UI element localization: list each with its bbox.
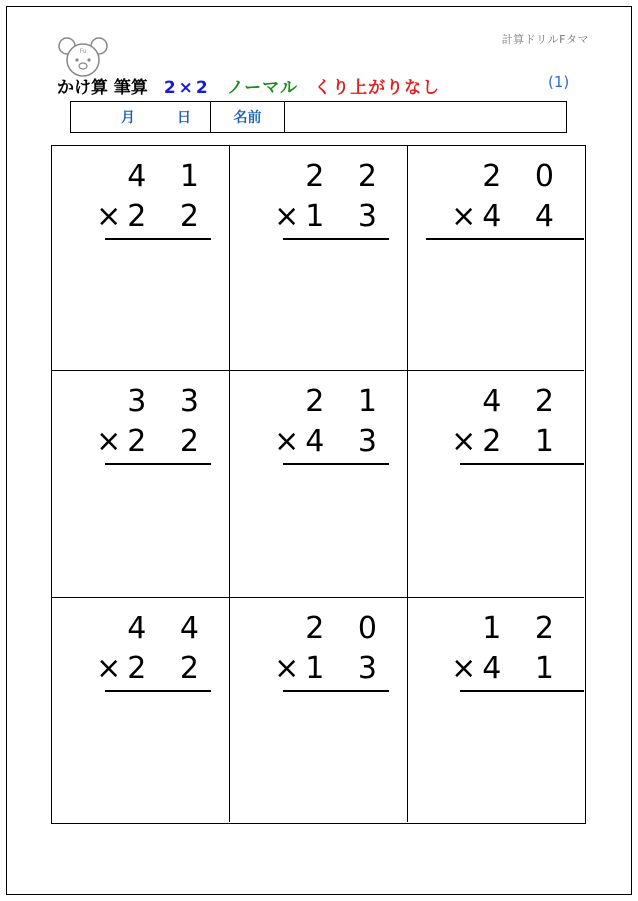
multiplicand: 2 1 [305,384,389,419]
answer-line [460,690,584,692]
multiply-sign: × [451,424,477,459]
multiplicand: 2 2 [305,159,389,194]
problem-grid [51,145,586,824]
multiplier-row [274,424,389,459]
multiplier: 4 1 [482,651,566,686]
multiplicand: 4 2 [482,384,566,419]
answer-line [105,463,211,465]
name-date-bar [70,101,567,133]
multiplier: 1 3 [305,651,389,686]
answer-line [283,463,389,465]
multiply-sign: × [451,651,477,686]
sheet-number: (1) [548,73,570,91]
title-level: ノーマル [226,78,299,98]
multiplier: 4 3 [305,424,389,459]
multiply-sign: × [96,651,122,686]
problem-cell[interactable] [408,371,584,598]
multiplier: 2 2 [127,424,211,459]
multiplier-row [451,199,566,234]
answer-line [283,238,389,240]
problem-cell[interactable] [230,598,408,822]
problem-cell[interactable] [52,146,230,371]
multiply-sign: × [96,199,122,234]
multiply-sign: × [274,424,300,459]
multiplier-row [274,199,389,234]
logo-text: Fu [79,48,87,55]
problem-cell[interactable] [52,371,230,598]
multiply-sign: × [451,199,477,234]
multiply-sign: × [96,424,122,459]
multiplier-row [96,424,211,459]
answer-line [426,238,584,240]
multiplier-row [96,651,211,686]
answer-line [283,690,389,692]
multiplicand: 3 3 [127,384,211,419]
answer-line [105,690,211,692]
multiplier-row [451,651,566,686]
name-field[interactable] [285,102,566,132]
multiplier: 4 4 [482,199,566,234]
multiplicand: 4 1 [127,159,211,194]
title-carry: くり上がりなし [314,78,441,98]
problem-cell[interactable] [408,598,584,822]
multiplicand: 1 2 [482,611,566,646]
title-size: 2×2 [163,78,211,98]
multiplier-row [451,424,566,459]
multiplicand: 2 0 [482,159,566,194]
date-field[interactable] [71,102,211,132]
month-label: 月 [121,110,135,126]
multiplicand: 2 0 [305,611,389,646]
brand-name: 計算ドリルFタマ [501,33,589,46]
answer-line [105,238,211,240]
title-kind: かけ算 筆算 [57,78,148,98]
problem-cell[interactable] [230,146,408,371]
day-label: 日 [177,110,191,126]
multiplier: 2 2 [127,199,211,234]
multiplier-row [96,199,211,234]
problem-cell[interactable] [230,371,408,598]
name-label: 名前 [211,102,285,132]
multiplier: 2 2 [127,651,211,686]
multiplier-row [274,651,389,686]
problem-cell[interactable] [52,598,230,822]
multiply-sign: × [274,199,300,234]
answer-line [460,463,584,465]
multiplicand: 4 4 [127,611,211,646]
multiply-sign: × [274,651,300,686]
multiplier: 1 3 [305,199,389,234]
multiplier: 2 1 [482,424,566,459]
problem-cell[interactable] [408,146,584,371]
worksheet-title [57,73,450,98]
